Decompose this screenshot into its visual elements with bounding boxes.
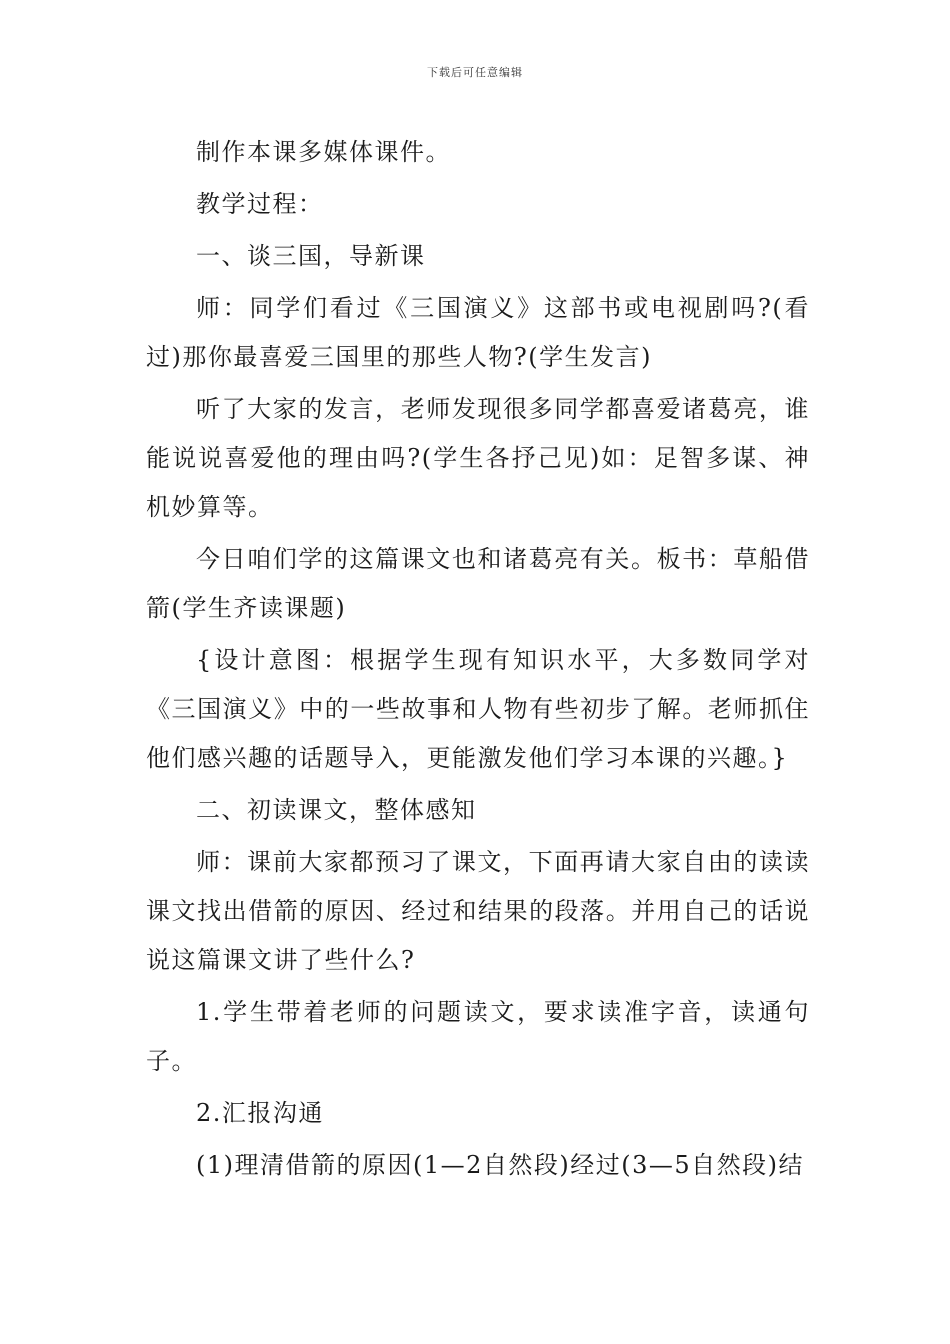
document-body: [146, 128, 810, 1193]
list-item-2: 2.汇报沟通: [196, 1099, 324, 1127]
page-header-note: 下载后可任意编辑: [427, 66, 523, 79]
paragraph-materials: 制作本课多媒体课件。: [196, 138, 451, 166]
list-item-1: 1.学生带着老师的问题读文，要求读准字音，读通句子。: [146, 998, 810, 1075]
section-heading-2: 二、初读课文，整体感知: [196, 796, 477, 824]
paragraph-design-intent: {设计意图：根据学生现有知识水平，大多数同学对《三国演义》中的一些故事和人物有些初步了解。老师抓住他们感兴趣的话题导入，更能激发他们学习本课的兴趣。}: [146, 646, 810, 772]
paragraph-topic-intro: 今日咱们学的这篇课文也和诸葛亮有关。板书：草船借箭(学生齐读课题): [146, 545, 810, 622]
paragraph-reading-task: 师：课前大家都预习了课文，下面再请大家自由的读读课文找出借箭的原因、经过和结果的段落。并用自己的话说说这篇课文讲了些什么?: [146, 848, 810, 974]
paragraph-teacher-question: 师：同学们看过《三国演义》这部书或电视剧吗?(看过)那你最喜爱三国里的那些人物?(学生发言): [146, 294, 810, 371]
section-heading-1: 一、谈三国，导新课: [196, 242, 426, 270]
paragraph-discussion: 听了大家的发言，老师发现很多同学都喜爱诸葛亮，谁能说说喜爱他的理由吗?(学生各抒己见)如：足智多谋、神机妙算等。: [146, 395, 810, 521]
paragraph-process-heading: 教学过程：: [196, 190, 324, 218]
list-item-2-sub-1: (1)理清借箭的原因(1—2自然段)经过(3—5自然段)结: [196, 1151, 805, 1179]
